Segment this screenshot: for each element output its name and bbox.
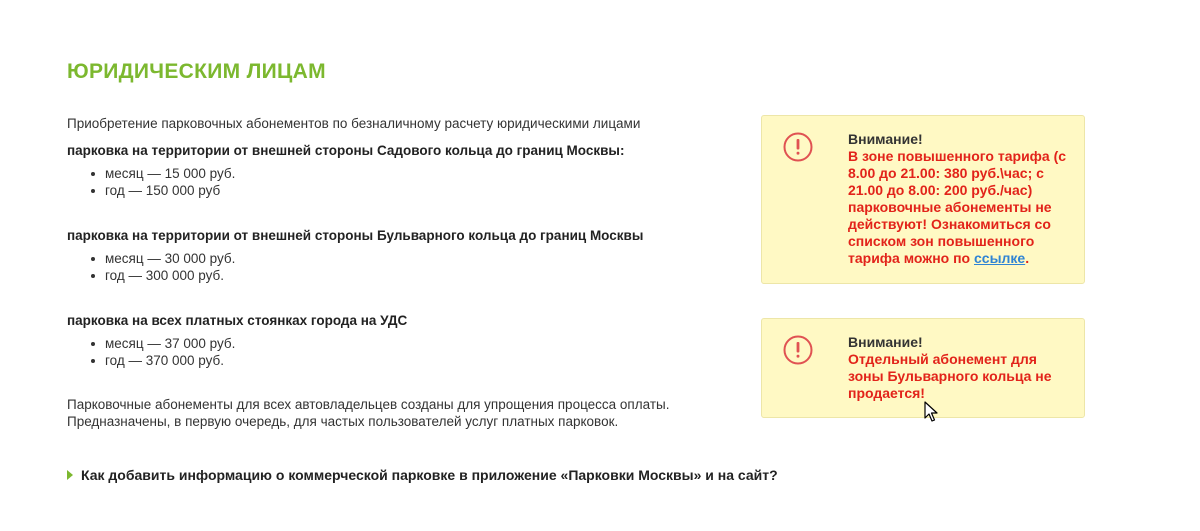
- faq-expand-toggle[interactable]: [67, 467, 778, 483]
- outro-line-1: Парковочные абонементы для всех автовладельцев созданы для упрощения процесса оплаты.: [67, 397, 670, 412]
- zones-link[interactable]: ссылке: [974, 250, 1026, 266]
- section-heading-uds: парковка на всех платных стоянках города на УДС: [67, 313, 408, 328]
- price-item-year: год — 370 000 руб.: [91, 352, 747, 369]
- alert-text: [848, 131, 1076, 267]
- price-item-year: год — 150 000 руб: [91, 182, 747, 199]
- exclamation-circle-icon: [783, 132, 813, 162]
- price-item-month: месяц — 15 000 руб.: [91, 165, 747, 182]
- outro-text: [67, 396, 747, 430]
- page-title: ЮРИДИЧЕСКИМ ЛИЦАМ: [67, 60, 326, 83]
- section-heading-bulvarnoe: парковка на территории от внешней стороны Бульварного кольца до границ Москвы: [67, 228, 644, 243]
- price-list-bulvarnoe: [67, 250, 747, 284]
- faq-link-label: Как добавить информацию о коммерческой парковке в приложение «Парковки Москвы» и на сайт?: [81, 467, 778, 483]
- section-heading-sadovoe: парковка на территории от внешней стороны Садового кольца до границ Москвы:: [67, 143, 625, 158]
- mouse-cursor-icon: [924, 401, 938, 423]
- outro-line-2: Предназначены, в первую очередь, для частых пользователей услуг платных парковок.: [67, 414, 619, 429]
- intro-text: Приобретение парковочных абонементов по безналичному расчету юридическими лицами: [67, 116, 641, 131]
- alert-body: В зоне повышенного тарифа (с 8.00 до 21.00: 380 руб.\час; с 21.00 до 8.00: 200 руб./час) парковочные абонементы не действуют! Ознакомиться со списком зон повышенного тарифа можно по: [848, 148, 1067, 266]
- content-column: [67, 115, 747, 430]
- price-list-sadovoe: [67, 165, 747, 199]
- alert-box-high-tariff: [761, 115, 1085, 284]
- price-item-month: месяц — 37 000 руб.: [91, 335, 747, 352]
- price-item-month: месяц — 30 000 руб.: [91, 250, 747, 267]
- alert-body-end: .: [1025, 250, 1030, 266]
- alert-text: [848, 334, 1076, 402]
- alert-heading: Внимание!: [848, 131, 923, 147]
- alert-heading: Внимание!: [848, 334, 923, 350]
- price-item-year: год — 300 000 руб.: [91, 267, 747, 284]
- triangle-right-icon: [67, 470, 73, 480]
- alert-box-bulvar: [761, 318, 1085, 418]
- exclamation-circle-icon: [783, 335, 813, 365]
- price-list-uds: [67, 335, 747, 369]
- alert-body: Отдельный абонемент для зоны Бульварного кольца не продается!: [848, 351, 1052, 401]
